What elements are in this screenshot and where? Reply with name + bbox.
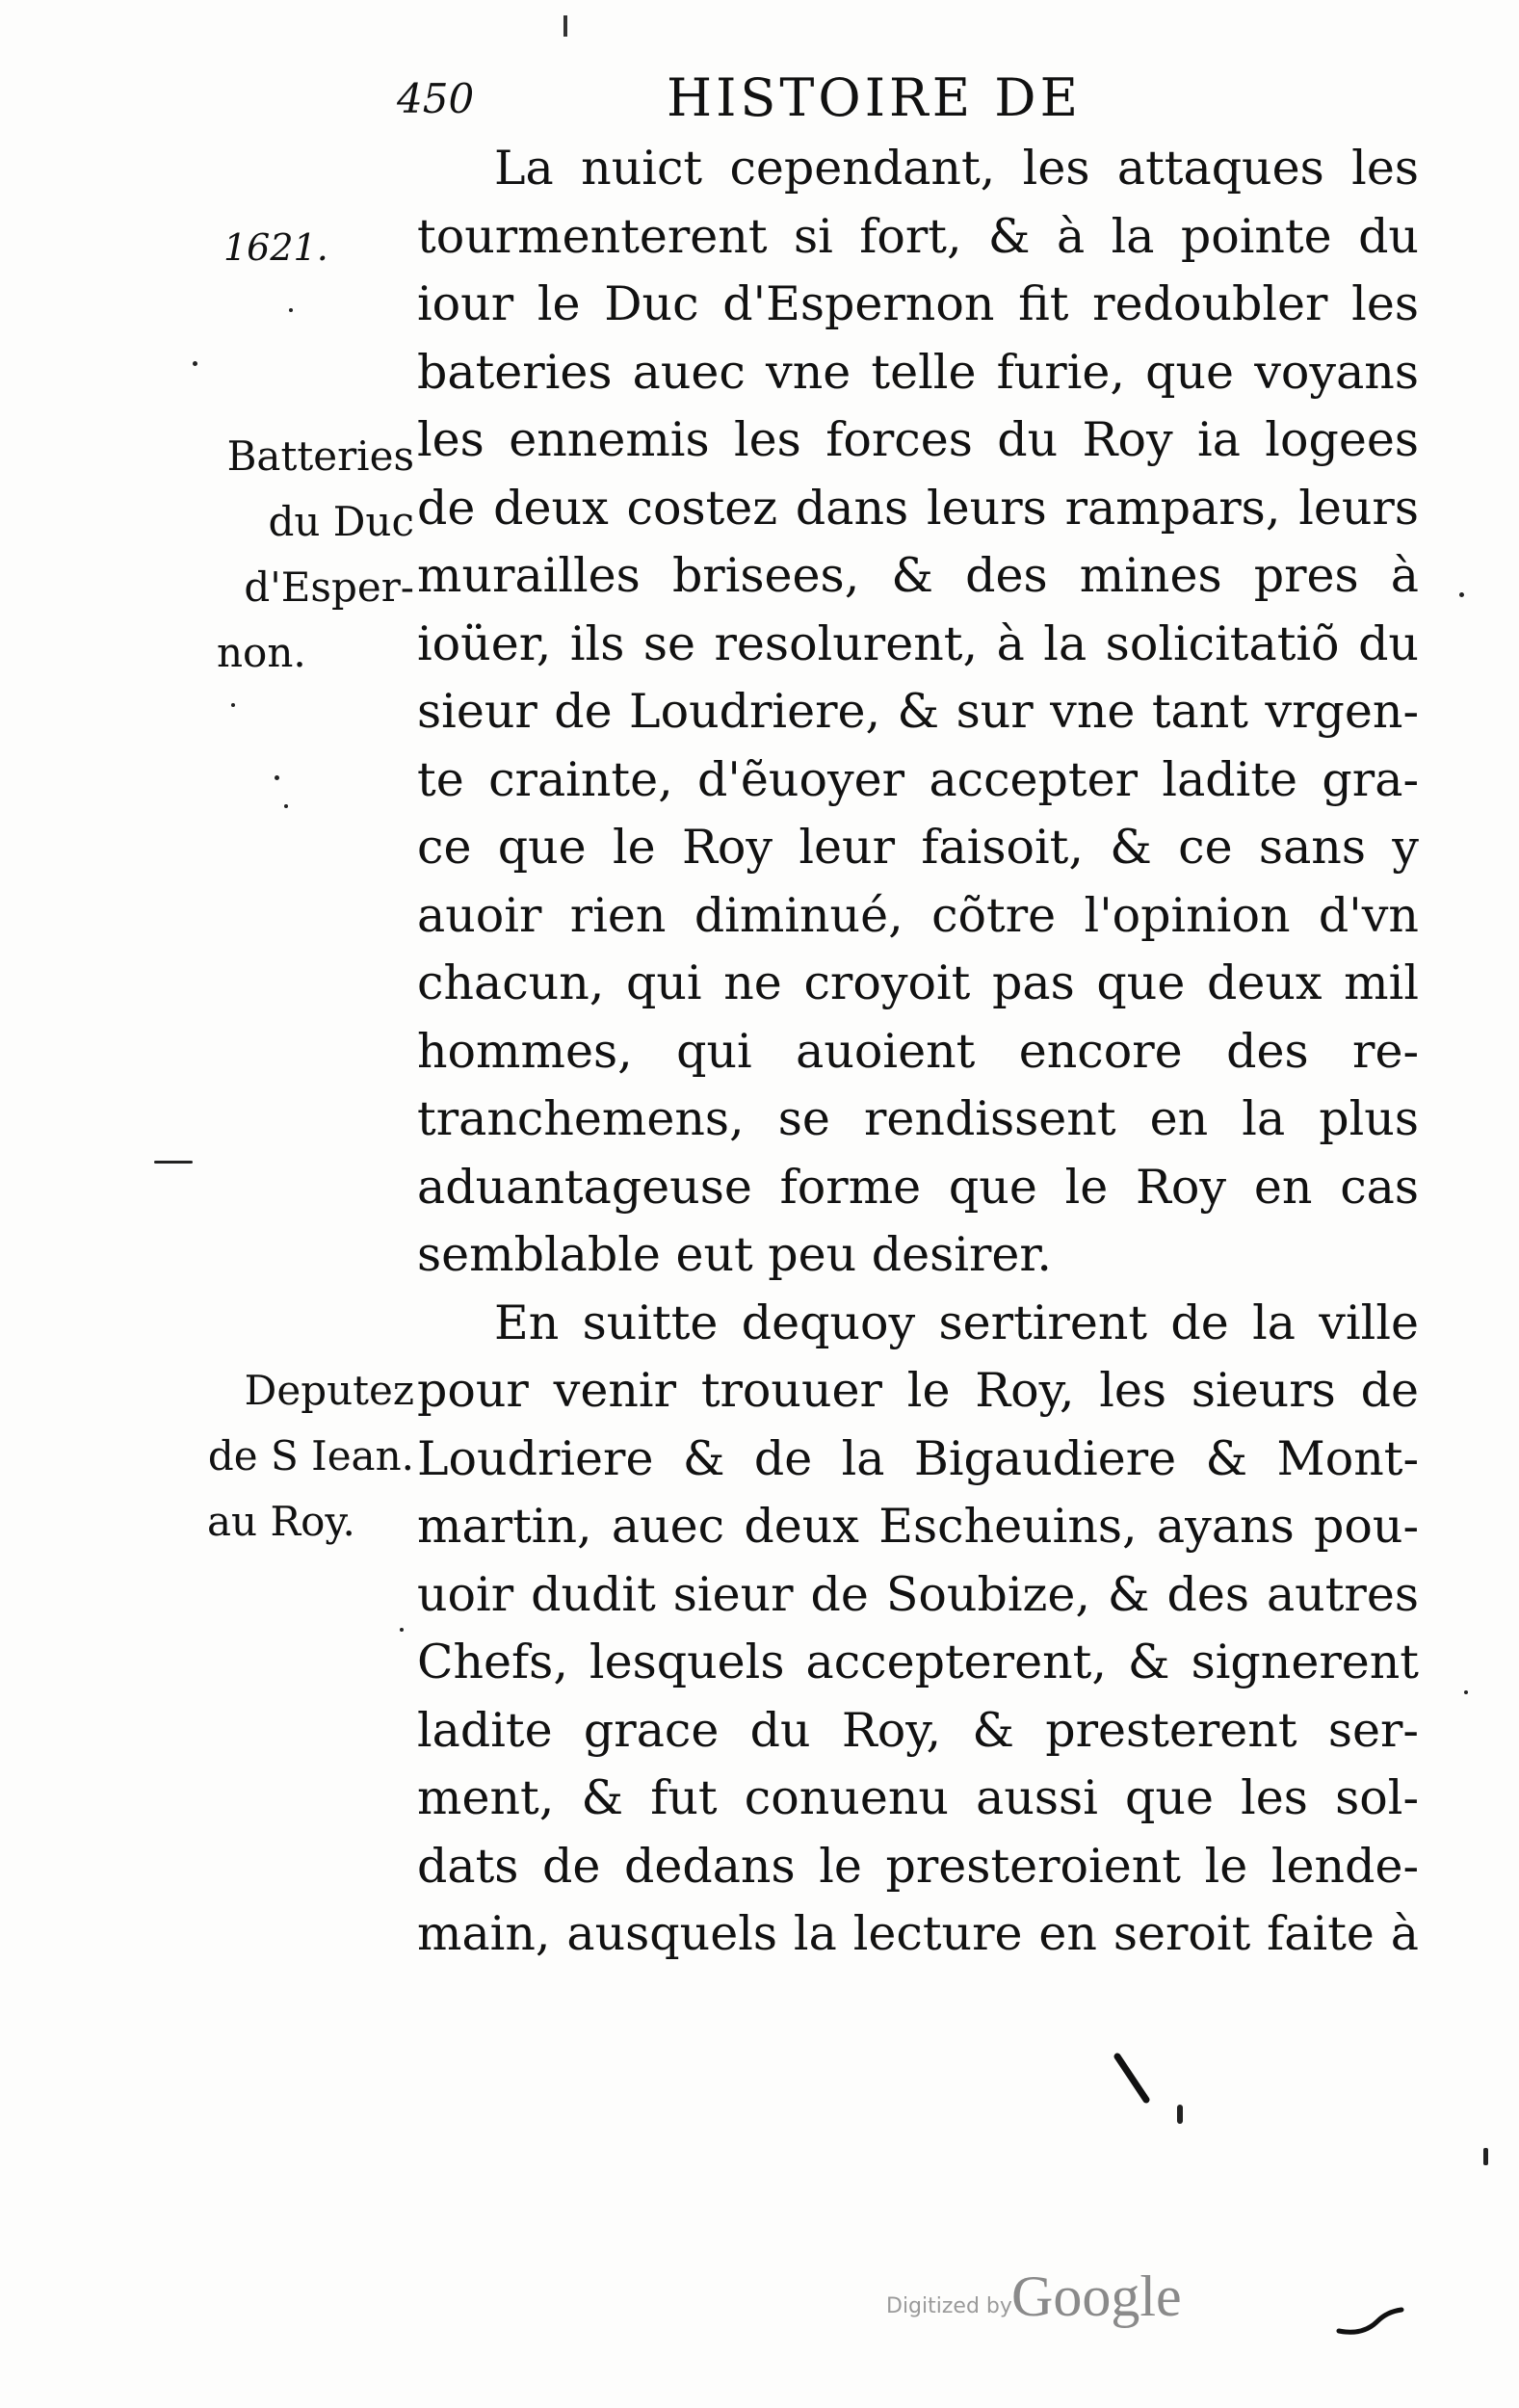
text-line: Chefs, lesquels accepterent, & signerent xyxy=(417,1635,1419,1689)
text-line: les ennemis les forces du Roy ia logees xyxy=(417,412,1419,467)
margin-note-batteries xyxy=(188,424,414,686)
text-line: aduantageuse forme que le Roy en cas xyxy=(417,1159,1419,1215)
text-line: uoir dudit sieur de Soubize, & des autres xyxy=(417,1566,1419,1622)
text-line: martin, auec deux Escheuins, ayans pou- xyxy=(417,1499,1419,1554)
text-line: iour le Duc d'Espernon fit redoubler les xyxy=(417,276,1419,331)
print-speck xyxy=(289,308,293,312)
margin-note-deputez xyxy=(188,1358,414,1555)
print-speck xyxy=(400,1628,404,1632)
text-line: dats de dedans le presteroient le lende- xyxy=(417,1838,1419,1894)
margin-note-line: du Duc xyxy=(268,498,414,545)
text-line: La nuict cependant, les attaques les xyxy=(494,141,1419,196)
text-line: En suitte dequoy sertirent de la ville xyxy=(494,1295,1419,1350)
text-line: Loudriere & de la Bigaudiere & Mont- xyxy=(417,1430,1419,1486)
page-header xyxy=(385,67,1156,135)
margin-note-line: de S Iean. xyxy=(207,1432,414,1479)
margin-note-line: au Roy. xyxy=(207,1498,355,1545)
text-line: tourmenterent si fort, & à la pointe du xyxy=(417,208,1419,264)
text-line: chacun, qui ne croyoit pas que deux mil xyxy=(417,955,1419,1010)
print-speck xyxy=(1459,592,1464,597)
print-speck xyxy=(275,775,279,780)
text-line: semblable eut peu desirer. xyxy=(417,1227,1053,1282)
text-line: tranchemens, se rendissent en la plus xyxy=(417,1091,1419,1146)
text-line: main, ausquels la lecture en seroit faite à xyxy=(417,1906,1419,1961)
print-speck xyxy=(231,703,235,707)
print-speck xyxy=(193,361,197,366)
page-number: 450 xyxy=(397,75,475,122)
digitized-watermark xyxy=(886,2264,1204,2331)
text-line: murailles brisees, & des mines pres à xyxy=(417,548,1419,603)
text-line: auoir rien diminué, cõtre l'opinion d'vn xyxy=(417,887,1419,943)
text-line: ladite grace du Roy, & presterent ser- xyxy=(417,1702,1419,1758)
print-speck xyxy=(1464,1690,1468,1694)
text-line: sieur de Loudriere, & sur vne tant vrgen- xyxy=(417,684,1419,739)
text-line: hommes, qui auoient encore des re- xyxy=(417,1023,1419,1079)
watermark-brand: Google xyxy=(1011,2264,1182,2328)
text-line: pour venir trouuer le Roy, les sieurs de xyxy=(417,1363,1419,1418)
margin-note-line: d'Esper- xyxy=(244,563,414,611)
print-speck xyxy=(154,1161,193,1164)
margin-note-line: Deputez xyxy=(244,1367,414,1414)
running-title: HISTOIRE DE xyxy=(667,67,1082,128)
body-text xyxy=(417,135,1419,1969)
ink-stroke xyxy=(1108,2052,1243,2109)
margin-year: 1621. xyxy=(223,226,328,269)
margin-note-line: Batteries xyxy=(226,432,414,480)
ink-flourish xyxy=(1334,2302,1411,2341)
print-speck xyxy=(284,804,288,808)
watermark-prefix: Digitized by xyxy=(886,2294,1012,2318)
text-line: ce que le Roy leur faisoit, & ce sans y xyxy=(417,820,1419,875)
text-line: te crainte, d'ẽuoyer accepter ladite gra- xyxy=(417,751,1419,807)
print-speck xyxy=(1483,2148,1488,2165)
text-line: ment, & fut conuenu aussi que les sol- xyxy=(417,1770,1419,1825)
text-line: ioüer, ils se resolurent, à la solicitatiõ du xyxy=(417,615,1419,671)
print-speck xyxy=(563,15,567,37)
text-line: de deux costez dans leurs rampars, leurs xyxy=(417,480,1419,536)
text-line: bateries auec vne telle furie, que voyans xyxy=(417,344,1419,400)
margin-note-line: non. xyxy=(217,629,306,676)
